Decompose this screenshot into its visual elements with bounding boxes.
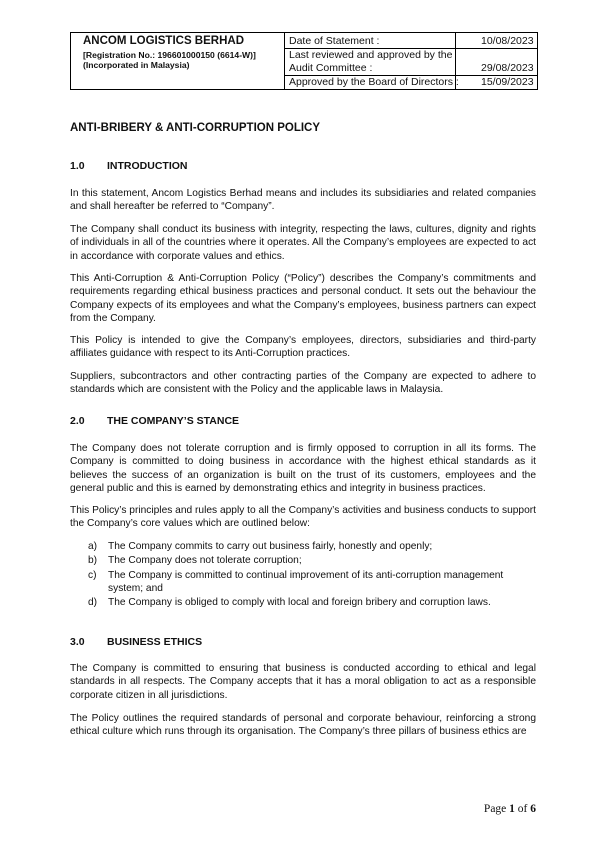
section-title: BUSINESS ETHICS	[107, 636, 203, 648]
list-item	[88, 540, 540, 553]
paragraph: This Anti-Corruption & Anti-Corruption Policy (“Policy”) describes the Company’s commitments and requirements regarding ethical business practices and personal conduct. It sets out the behaviour the Company expects of its employees and what the Company’s employees, business partners can expect from the Company.	[70, 273, 536, 324]
of-word: of	[517, 803, 528, 815]
paragraph: The Company shall conduct its business with integrity, respecting the laws, cultures, dignity and rights of individuals in all of the countries where it operates. All the Company’s employees are expected to act in accordance with corporate values and ethics.	[70, 224, 536, 262]
company-name: ANCOM LOGISTICS BERHAD	[83, 35, 244, 47]
paragraph: In this statement, Ancom Logistics Berhad means and includes its subsidiaries and related companies and shall hereafter be referred to “Company”.	[70, 188, 536, 213]
section-heading-business-ethics	[70, 636, 202, 648]
list-item	[88, 569, 540, 596]
core-values-list	[88, 540, 540, 610]
section-number: 1.0	[70, 160, 85, 172]
section-title: THE COMPANY’S STANCE	[107, 415, 240, 427]
board-approval-value: 15/09/2023	[481, 76, 534, 88]
list-text: The Company is committed to continual improvement of its anti-corruption management system; and	[108, 569, 504, 594]
list-marker: a)	[88, 541, 98, 552]
list-text: The Company is obliged to comply with local and foreign bribery and corruption laws.	[108, 597, 491, 609]
paragraph: The Policy outlines the required standards of personal and corporate behaviour, reinforcing a strong ethical culture which runs through its organisation. The Company’s three pillars of business ethics are	[70, 713, 536, 738]
incorporation-note: (Incorporated in Malaysia)	[83, 60, 190, 70]
audit-committee-value: 29/08/2023	[481, 62, 534, 74]
paragraph: Suppliers, subcontractors and other contracting parties of the Company are expected to adhere to standards which are consistent with the Policy and the applicable laws in Malaysia.	[70, 371, 536, 396]
date-of-statement-label: Date of Statement :	[289, 35, 380, 47]
date-of-statement-value: 10/08/2023	[481, 35, 534, 47]
page-number	[484, 803, 536, 815]
header-table	[70, 32, 538, 90]
policy-title: ANTI-BRIBERY & ANTI-CORRUPTION POLICY	[70, 122, 321, 134]
section-number: 3.0	[70, 636, 85, 648]
list-marker: b)	[88, 555, 98, 567]
list-text: The Company commits to carry out business fairly, honestly and openly;	[108, 541, 433, 552]
paragraph: The Company does not tolerate corruption and is firmly opposed to corruption in all its forms. The Company is committed to doing business in accordance with the highest ethical standards as it believes the success of an organization is built on the trust of its customers, employees and the general public and this is earned by demonstrating ethics and integrity in business practices.	[70, 443, 536, 494]
audit-committee-label-line2: Audit Committee :	[289, 62, 373, 74]
audit-committee-label-line1: Last reviewed and approved by the	[289, 49, 453, 61]
section-title: INTRODUCTION	[107, 160, 188, 172]
list-item	[88, 596, 540, 609]
current-page: 1	[509, 803, 515, 815]
list-marker: c)	[88, 569, 97, 581]
paragraph: This Policy is intended to give the Company’s employees, directors, subsidiaries and third-party affiliates guidance with respect to its Anti-Corruption practices.	[70, 335, 536, 360]
board-approval-label: Approved by the Board of Directors :	[289, 76, 459, 88]
section-heading-company-stance	[70, 415, 239, 427]
paragraph: This Policy’s principles and rules apply to all the Company’s activities and business conducts to support the Company’s core values which are outlined below:	[70, 505, 536, 530]
total-pages: 6	[530, 803, 536, 815]
page-word: Page	[483, 803, 507, 815]
list-item	[88, 554, 540, 567]
section-number: 2.0	[70, 415, 85, 427]
registration-number: [Registration No.: 196601000150 (6614-W)]	[83, 50, 256, 60]
section-heading-introduction	[70, 160, 188, 172]
list-marker: d)	[88, 597, 98, 609]
list-text: The Company does not tolerate corruption;	[108, 555, 302, 567]
paragraph: The Company is committed to ensuring that business is conducted according to ethical and legal standards in all respects. The Company accepts that it has a moral obligation to act as a responsible corporate citizen in all jurisdictions.	[70, 663, 536, 701]
